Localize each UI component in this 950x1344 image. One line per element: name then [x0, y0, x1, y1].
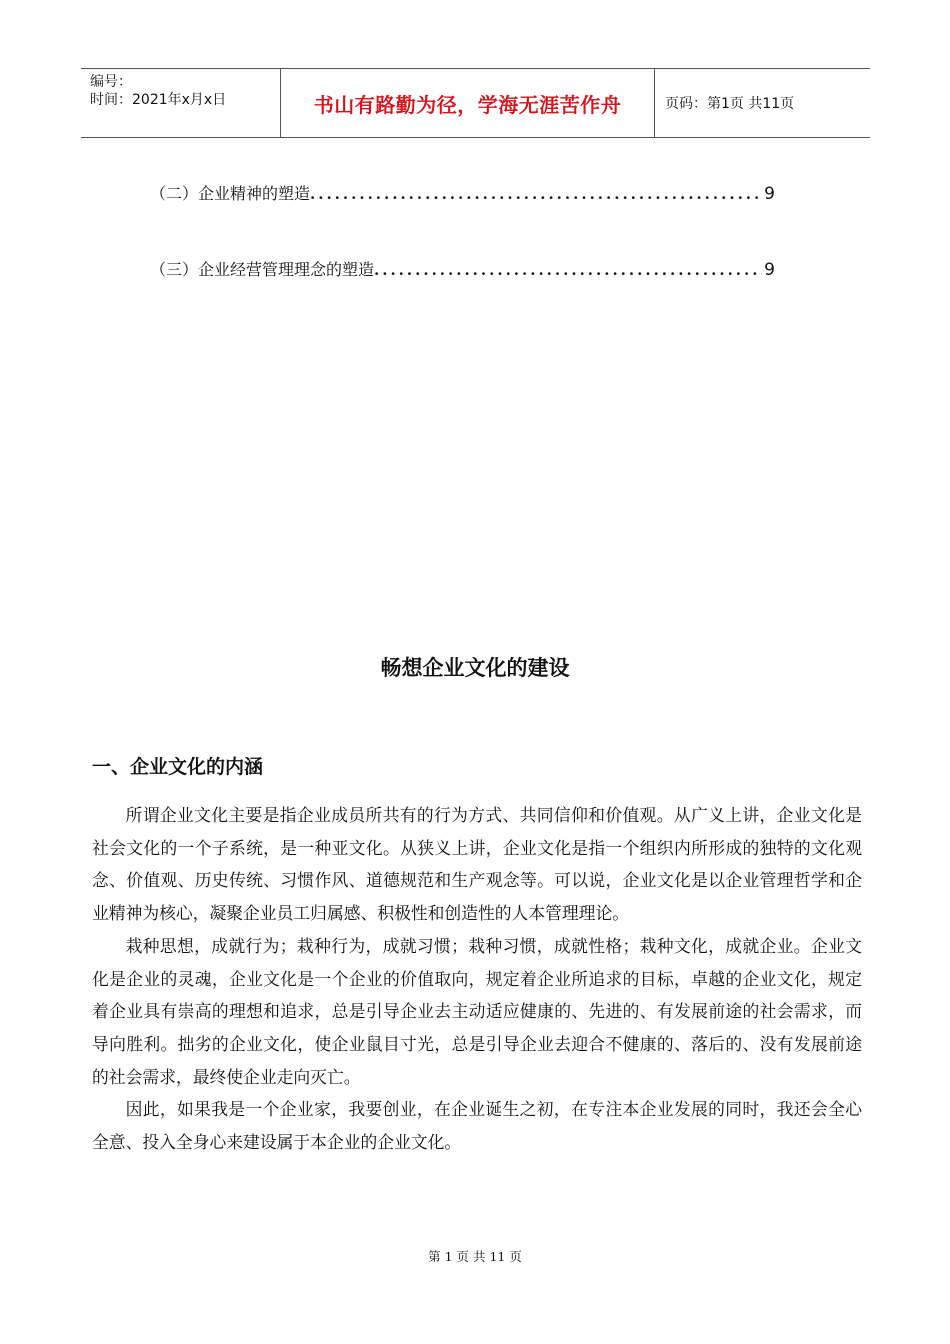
toc-leader-dots — [374, 261, 762, 279]
document-header — [81, 68, 870, 138]
toc-entry-label: （二）企业精神的塑造 — [150, 184, 311, 203]
toc-entry[interactable] — [150, 181, 775, 204]
paragraph: 所谓企业文化主要是指企业成员所共有的行为方式、共同信仰和价值观。从广义上讲，企业文化是社会文化的一个子系统，是一种亚文化。从狭义上讲，企业文化是指一个组织内所形成的独特的文化观念、价值观、历史传统、习惯作风、道德规范和生产观念等。可以说，企业文化是以企业管理哲学和企业精神为核心，凝聚企业员工归属感、积极性和创造性的人本管理理论。 — [92, 805, 862, 924]
toc-leader-dots — [310, 185, 762, 203]
document-number-label: 编号： — [90, 74, 132, 90]
toc-entry-label: （三）企业经营管理理念的塑造 — [150, 260, 375, 279]
toc-entry-page: 9 — [764, 260, 775, 280]
page-footer: 第 1 页 共 11 页 — [428, 1249, 522, 1264]
header-page-info: 页码：第1页 共11页 — [665, 96, 795, 112]
header-meta — [81, 69, 281, 137]
paragraph: 因此，如果我是一个企业家，我要创业，在企业诞生之初，在专注本企业发展的同时，我还会全心全意、投入全身心来建设属于本企业的企业文化。 — [92, 1099, 862, 1153]
document-date-label: 时间：2021年x月x日 — [90, 92, 227, 108]
header-motto: 书山有路勤为径，学海无涯苦作舟 — [281, 69, 655, 137]
body-text — [92, 799, 862, 1159]
document-title: 畅想企业文化的建设 — [380, 656, 570, 680]
toc-entry-page: 9 — [764, 184, 775, 204]
section-heading: 一、企业文化的内涵 — [92, 756, 264, 778]
toc-entry[interactable] — [150, 257, 775, 280]
paragraph: 栽种思想，成就行为；栽种行为，成就习惯；栽种习惯，成就性格；栽种文化，成就企业。企业文化是企业的灵魂，企业文化是一个企业的价值取向，规定着企业所追求的目标，卓越的企业文化，规定着企业具有崇高的理想和追求，总是引导企业去主动适应健康的、先进的、有发展前途的社会需求，而导向胜利。拙劣的企业文化，使企业鼠目寸光，总是引导企业去迎合不健康的、落后的、没有发展前途的社会需求，最终使企业走向灭亡。 — [92, 935, 862, 1087]
